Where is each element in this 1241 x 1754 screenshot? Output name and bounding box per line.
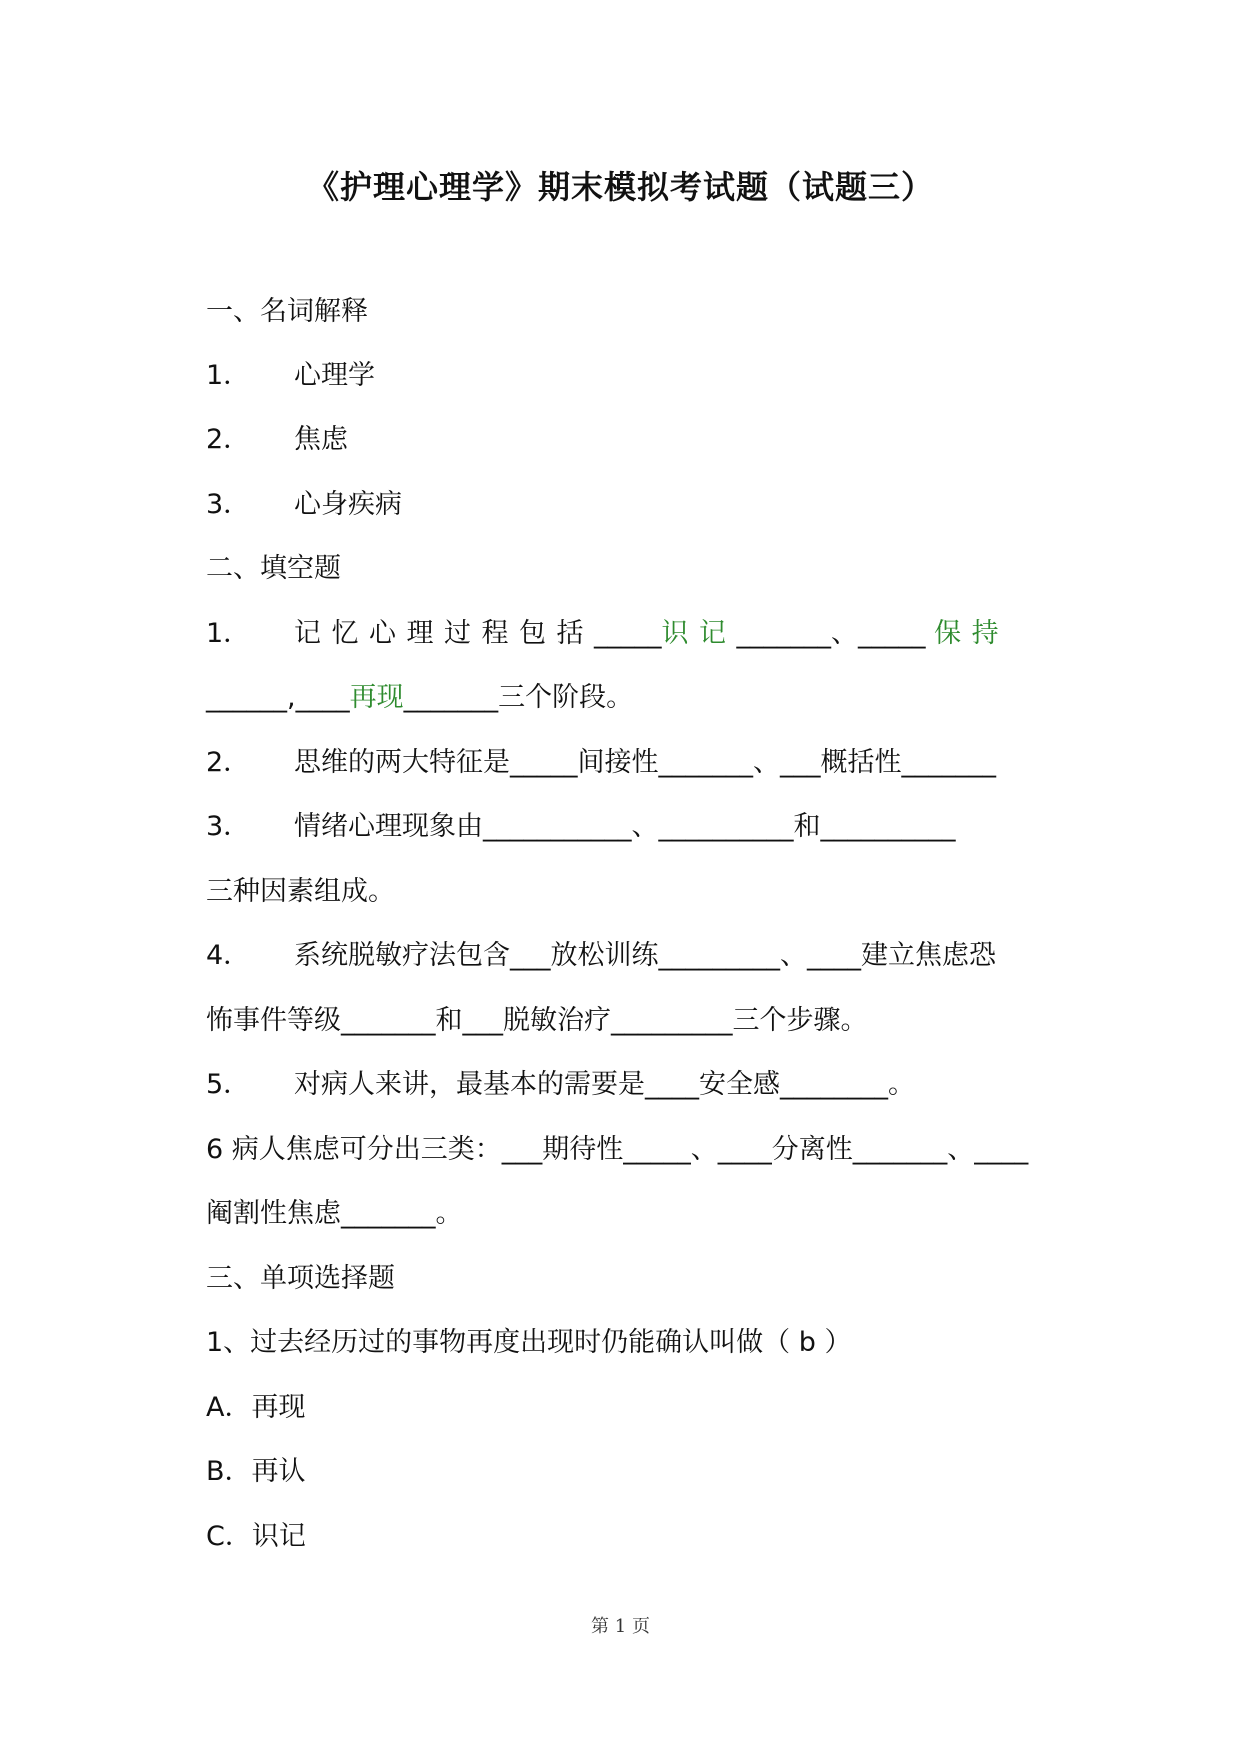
section-heading-choice: 三、单项选择题 xyxy=(206,1263,395,1294)
item-number: 1． xyxy=(206,618,251,649)
fill-question-3 xyxy=(206,807,956,847)
question-text: 记忆心理过程包括 xyxy=(294,618,594,649)
choice-option-c: C．识记 xyxy=(206,1521,306,1552)
blank: _____ xyxy=(594,618,662,649)
fill-question-4-cont: 怖事件等级_______和___脱敏治疗_________三个步骤。 xyxy=(206,1005,868,1036)
term-item xyxy=(206,356,375,396)
fill-question-1-cont xyxy=(206,678,633,718)
item-text: 心身疾病 xyxy=(294,489,402,520)
document-title: 《护理心理学》期末模拟考试题（试题三） xyxy=(306,168,934,206)
question-text: 情绪心理现象由___________、__________和__________ xyxy=(294,811,956,842)
fill-question-6-cont: 阉割性焦虑_______。 xyxy=(206,1198,463,1229)
item-number: 2． xyxy=(206,747,251,778)
fill-question-6: 6 病人焦虑可分出三类：___期待性_____、____分离性_______、____ xyxy=(206,1134,1029,1165)
question-text: 对病人来讲，最基本的需要是____安全感________。 xyxy=(294,1069,915,1100)
item-number: 1． xyxy=(206,360,251,391)
fill-question-2 xyxy=(206,743,996,783)
fill-question-1 xyxy=(206,614,1009,654)
blank: _______、_____ xyxy=(736,618,926,649)
item-text: 心理学 xyxy=(294,360,375,391)
question-text: _______三个阶段。 xyxy=(403,682,634,713)
item-number: 5． xyxy=(206,1069,251,1100)
choice-question-1: 1、过去经历过的事物再度出现时仍能确认叫做（ b ） xyxy=(206,1327,852,1358)
answer-text: 再现 xyxy=(349,682,404,713)
page-number: 第 1 页 xyxy=(591,1616,650,1637)
item-number: 3． xyxy=(206,489,251,520)
answer-text: 识记 xyxy=(661,618,737,649)
fill-question-3-cont: 三种因素组成。 xyxy=(206,876,395,907)
fill-question-5 xyxy=(206,1065,915,1105)
item-text: 焦虑 xyxy=(294,424,348,455)
item-number: 3． xyxy=(206,811,251,842)
term-item xyxy=(206,485,402,525)
question-text: 思维的两大特征是_____间接性_______、___概括性_______ xyxy=(294,747,996,778)
section-heading-fill-blank: 二、填空题 xyxy=(206,553,341,584)
choice-option-a: A．再现 xyxy=(206,1392,306,1423)
term-item xyxy=(206,420,348,460)
answer-text: 保持 xyxy=(934,618,1010,649)
item-number: 4． xyxy=(206,940,251,971)
section-heading-terms: 一、名词解释 xyxy=(206,296,368,327)
choice-option-b: B．再认 xyxy=(206,1456,306,1487)
fill-question-4 xyxy=(206,936,996,976)
blank: ______,____ xyxy=(206,682,350,713)
item-number: 2． xyxy=(206,424,251,455)
question-text: 系统脱敏疗法包含___放松训练_________、____建立焦虑恐 xyxy=(294,940,996,971)
